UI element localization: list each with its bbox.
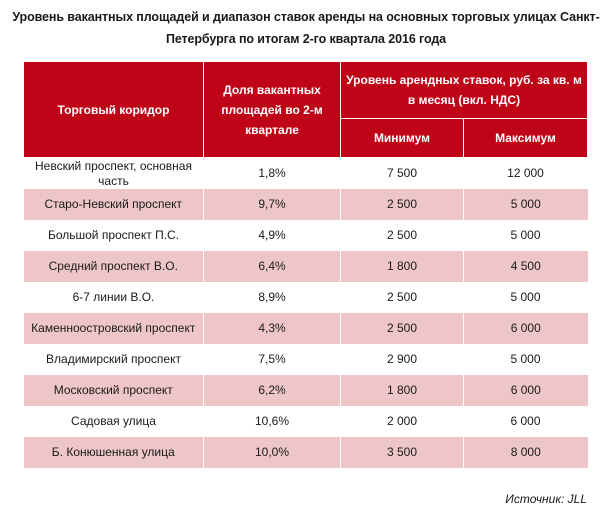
cell-vacancy: 9,7% [204, 189, 341, 220]
header-corridor: Торговый коридор [24, 62, 204, 158]
table-row [24, 406, 588, 437]
table-row [24, 282, 588, 313]
cell-vacancy: 10,6% [204, 406, 341, 437]
cell-vacancy: 1,8% [204, 158, 341, 190]
rent-table [23, 61, 588, 468]
table-row [24, 437, 588, 468]
cell-max: 12 000 [464, 158, 588, 190]
cell-max: 5 000 [464, 344, 588, 375]
cell-min: 1 800 [341, 251, 464, 282]
cell-corridor: Невский проспект, основная часть [24, 158, 204, 190]
cell-min: 2 000 [341, 406, 464, 437]
cell-corridor: Московский проспект [24, 375, 204, 406]
cell-min: 7 500 [341, 158, 464, 190]
table-row [24, 189, 588, 220]
header-row [24, 62, 588, 119]
cell-corridor: Каменноостровский проспект [24, 313, 204, 344]
cell-max: 5 000 [464, 220, 588, 251]
cell-max: 6 000 [464, 406, 588, 437]
cell-corridor: Старо-Невский проспект [24, 189, 204, 220]
table-row [24, 251, 588, 282]
header-rent: Уровень арендных ставок, руб. за кв. м в месяц (вкл. НДС) [341, 62, 588, 119]
cell-max: 5 000 [464, 282, 588, 313]
source-note: Источник: JLL [505, 492, 587, 506]
cell-vacancy: 7,5% [204, 344, 341, 375]
cell-vacancy: 10,0% [204, 437, 341, 468]
table-row [24, 220, 588, 251]
cell-corridor: Средний проспект В.О. [24, 251, 204, 282]
cell-min: 3 500 [341, 437, 464, 468]
cell-min: 2 500 [341, 313, 464, 344]
cell-vacancy: 4,3% [204, 313, 341, 344]
table-row [24, 375, 588, 406]
cell-max: 5 000 [464, 189, 588, 220]
cell-corridor: Садовая улица [24, 406, 204, 437]
cell-min: 1 800 [341, 375, 464, 406]
table-row [24, 158, 588, 190]
cell-corridor: 6-7 линии В.О. [24, 282, 204, 313]
cell-max: 8 000 [464, 437, 588, 468]
cell-vacancy: 8,9% [204, 282, 341, 313]
cell-corridor: Большой проспект П.С. [24, 220, 204, 251]
table-row [24, 344, 588, 375]
header-max: Максимум [464, 119, 588, 158]
cell-min: 2 500 [341, 220, 464, 251]
table-row [24, 313, 588, 344]
cell-min: 2 900 [341, 344, 464, 375]
page-title: Уровень вакантных площадей и диапазон ставок аренды на основных торговых улицах Санкт-Петербурга по итогам 2-го квартала 2016 года [12, 10, 600, 46]
cell-max: 4 500 [464, 251, 588, 282]
cell-corridor: Владимирский проспект [24, 344, 204, 375]
cell-vacancy: 6,2% [204, 375, 341, 406]
cell-vacancy: 4,9% [204, 220, 341, 251]
cell-corridor: Б. Конюшенная улица [24, 437, 204, 468]
cell-min: 2 500 [341, 189, 464, 220]
cell-vacancy: 6,4% [204, 251, 341, 282]
cell-max: 6 000 [464, 375, 588, 406]
header-vacancy: Доля вакантных площадей во 2-м квартале [204, 62, 341, 158]
header-min: Минимум [341, 119, 464, 158]
cell-max: 6 000 [464, 313, 588, 344]
cell-min: 2 500 [341, 282, 464, 313]
